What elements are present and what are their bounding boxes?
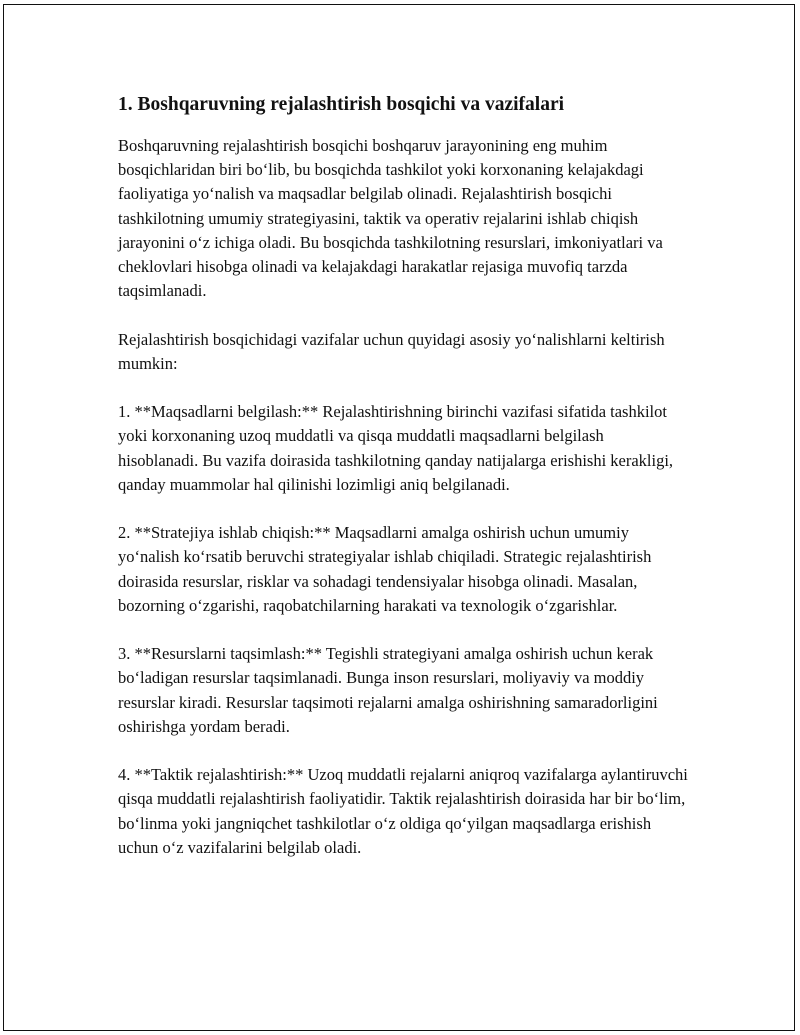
list-item-strategy: 2. **Stratejiya ishlab chiqish:** Maqsadlarni amalga oshirish uchun umumiy yo‘nalish ko‘rsatib beruvchi strategiyalar ishlab chiqiladi. Strategic rejalashtirish doirasida resurslar, risklar va sohadagi tendensiyalar hisobga olinadi. Masalan, bozorning o‘zgarishi, raqobatchilarning harakati va texnologik o‘zgarishlar. xyxy=(118,523,652,615)
section-title: 1. Boshqaruvning rejalashtirish bosqichi va vazifalari xyxy=(118,94,565,115)
list-item-resources: 3. **Resurslarni taqsimlash:** Tegishli strategiyani amalga oshirish uchun kerak bo‘ladigan resurslar taqsimlanadi. Bunga inson resurslari, moliyaviy va moddiy resurslar kiradi. Resurslar taqsimoti rejalarni amalga oshirishning samaradorligini oshirishga yordam beradi. xyxy=(118,644,658,736)
intro-paragraph: Boshqaruvning rejalashtirish bosqichi boshqaruv jarayonining eng muhim bosqichlaridan biri bo‘lib, bu bosqichda tashkilot yoki korxonaning kelajakdagi faoliyatiga yo‘nalish va maqsadlar belgilab olinadi. Rejalashtirish bosqichi tashkilotning umumiy strategiyasini, taktik va operativ rejalarini ishlab chiqish jarayonini o‘z ichiga oladi. Bu bosqichda tashkilotning resurslari, imkoniyatlari va cheklovlari hisobga olinadi va kelajakdagi harakatlar rejasiga muvofiq tarzda taqsimlanadi. xyxy=(118,136,663,301)
list-item-tactical: 4. **Taktik rejalashtirish:** Uzoq muddatli rejalarni aniqroq vazifalarga aylantiruvchi qisqa muddatli rejalashtirish faoliyatidir. Taktik rejalashtirish doirasida har bir bo‘lim, bo‘linma yoki jangniqchet tashkilotlar o‘z oldiga qo‘yilgan maqsadlarga erishish uchun o‘z vazifalarini belgilab oladi. xyxy=(118,765,688,857)
document-body xyxy=(118,90,688,884)
lead-in-paragraph: Rejalashtirish bosqichidagi vazifalar uchun quyidagi asosiy yo‘nalishlarni keltirish mumkin: xyxy=(118,329,665,373)
list-item-goals: 1. **Maqsadlarni belgilash:** Rejalashtirishning birinchi vazifasi sifatida tashkilot yoki korxonaning uzoq muddatli va qisqa muddatli maqsadlarni belgilash hisoblanadi. Bu vazifa doirasida tashkilotning qanday natijalarga erishishi kerakligi, qanday muammolar hal qilinishi lozimligi aniq belgilanadi. xyxy=(118,402,674,494)
